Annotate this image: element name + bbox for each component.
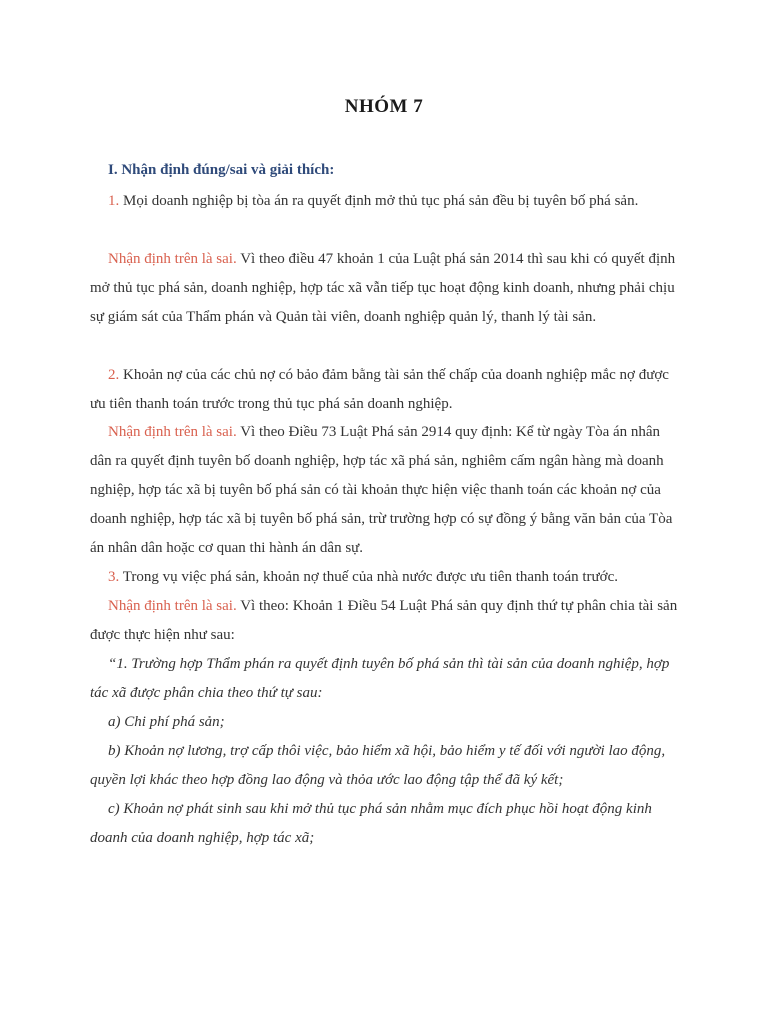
explanation-text: Vì theo Điều 73 Luật Phá sản 2914 quy định: Kể từ ngày Tòa án nhân dân ra quyết định tuyên bố doanh nghiệp, hợp tác xã phá sản, nghiêm cấm ngân hàng mà doanh nghiệp, hợp tác xã bị tuyên bố phá sản có tài khoản thực hiện việc thanh toán các khoản nợ của doanh nghiệp, hợp tác xã bị tuyên bố phá sản, trừ trường hợp có sự đồng ý bằng văn bản của Tòa án nhân dân hoặc cơ quan thi hành án dân sự.	[90, 424, 673, 556]
statement-number: 2.	[108, 367, 120, 383]
statement-1	[90, 187, 680, 216]
quote-line: b) Khoản nợ lương, trợ cấp thôi việc, bảo hiểm xã hội, bảo hiểm y tế đối với người lao động, quyền lợi khác theo hợp đồng lao động và thỏa ước lao động tập thể đã ký kết;	[90, 743, 666, 788]
answer-1	[90, 245, 680, 332]
statement-3	[90, 563, 680, 592]
explanation-text: Vì theo: Khoản 1 Điều 54 Luật Phá sản quy định thứ tự phân chia tài sản được thực hiện như sau:	[90, 598, 678, 643]
answer-2	[90, 418, 680, 563]
quote-line: “1. Trường hợp Thẩm phán ra quyết định tuyên bố phá sản thì tài sản của doanh nghiệp, hợp tác xã được phân chia theo thứ tự sau:	[90, 656, 670, 701]
explanation-text: Vì theo điều 47 khoản 1 của Luật phá sản 2014 thì sau khi có quyết định mở thủ tục phá sản, doanh nghiệp, hợp tác xã vẫn tiếp tục hoạt động kinh doanh, nhưng phải chịu sự giám sát của Thẩm phán và Quản tài viên, doanh nghiệp quản lý, thanh lý tài sản.	[90, 251, 676, 325]
verdict-text: Nhận định trên là sai.	[108, 424, 237, 440]
statement-2	[90, 361, 680, 419]
section-heading: I. Nhận định đúng/sai và giải thích:	[108, 162, 335, 178]
verdict-text: Nhận định trên là sai.	[108, 598, 237, 614]
statement-text: Trong vụ việc phá sản, khoản nợ thuế của nhà nước được ưu tiên thanh toán trước.	[119, 569, 618, 585]
statement-number: 3.	[108, 569, 120, 585]
quote-line: a) Chi phí phá sản;	[108, 714, 225, 730]
statement-text: Khoản nợ của các chủ nợ có bảo đảm bằng tài sản thế chấp của doanh nghiệp mắc nợ được ưu tiên thanh toán trước trong thủ tục phá sản doanh nghiệp.	[90, 367, 669, 412]
statement-text: Mọi doanh nghiệp bị tòa án ra quyết định mở thủ tục phá sản đều bị tuyên bố phá sản.	[119, 193, 639, 209]
statement-number: 1.	[108, 193, 120, 209]
quote-line: c) Khoản nợ phát sinh sau khi mở thủ tục phá sản nhằm mục đích phục hồi hoạt động kinh doanh của doanh nghiệp, hợp tác xã;	[90, 801, 652, 846]
document-title: NHÓM 7	[344, 96, 424, 117]
answer-3	[90, 592, 680, 650]
verdict-text: Nhận định trên là sai.	[108, 251, 237, 267]
